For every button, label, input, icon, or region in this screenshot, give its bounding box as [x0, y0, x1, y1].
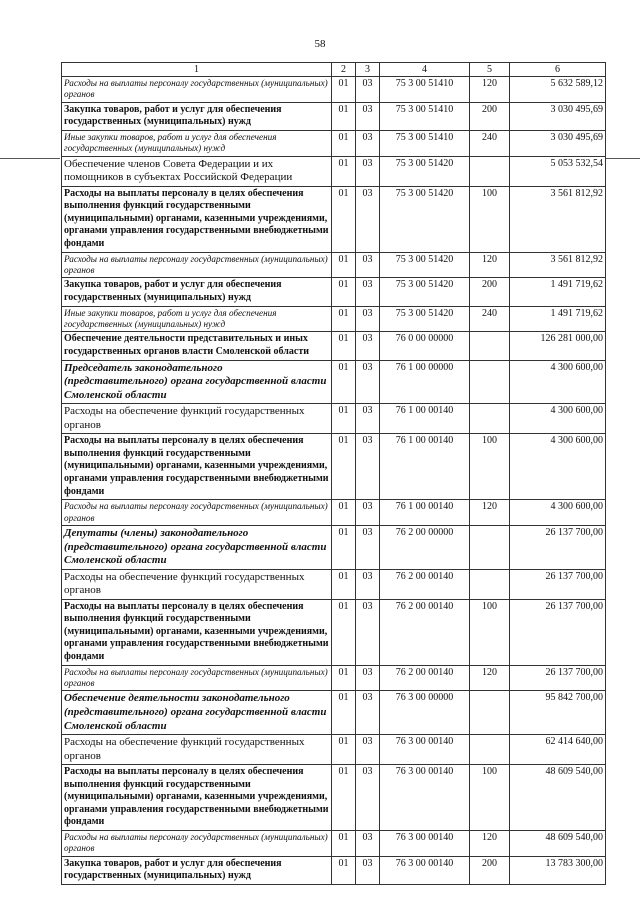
expense-type-cell [470, 404, 510, 434]
table-row [62, 764, 606, 830]
subsection-code-cell: 03 [356, 131, 380, 157]
amount-cell: 5 632 589,12 [510, 77, 606, 103]
table-row [62, 856, 606, 884]
section-code-cell: 01 [332, 665, 356, 691]
target-article-cell: 76 3 00 00140 [380, 764, 470, 830]
section-code-cell: 01 [332, 332, 356, 360]
subsection-code-cell: 03 [356, 332, 380, 360]
subsection-code-cell: 03 [356, 434, 380, 500]
expense-name-cell: Обеспечение членов Совета Федерации и их помощников в субъектах Российской Федерации [62, 156, 332, 186]
subsection-code-cell: 03 [356, 156, 380, 186]
header-cell-4: 4 [380, 63, 470, 77]
target-article-cell: 76 3 00 00140 [380, 735, 470, 765]
expense-type-cell: 240 [470, 306, 510, 332]
expense-name-cell: Расходы на обеспечение функций государственных органов [62, 735, 332, 765]
expense-name-cell: Расходы на выплаты персоналу в целях обеспечения выполнения функций государственными (муниципальными) органами, казенными учреждениями, органами управления государственными внебюджетными фондами [62, 599, 332, 665]
subsection-code-cell: 03 [356, 525, 380, 569]
subsection-code-cell: 03 [356, 360, 380, 404]
header-cell-6: 6 [510, 63, 606, 77]
target-article-cell: 75 3 00 51410 [380, 131, 470, 157]
target-article-cell: 76 3 00 00140 [380, 856, 470, 884]
expense-name-cell: Иные закупки товаров, работ и услуг для обеспечения государственных (муниципальных) нужд [62, 306, 332, 332]
section-code-cell: 01 [332, 735, 356, 765]
subsection-code-cell: 03 [356, 102, 380, 130]
amount-cell: 1 491 719,62 [510, 278, 606, 306]
amount-cell: 26 137 700,00 [510, 525, 606, 569]
expense-name-cell: Депутаты (члены) законодательного (представительного) органа государственной власти Смоленской области [62, 525, 332, 569]
target-article-cell: 75 3 00 51410 [380, 102, 470, 130]
table-row [62, 77, 606, 103]
header-row [62, 63, 606, 77]
section-code-cell: 01 [332, 252, 356, 278]
expense-name-cell: Иные закупки товаров, работ и услуг для обеспечения государственных (муниципальных) нужд [62, 131, 332, 157]
subsection-code-cell: 03 [356, 599, 380, 665]
subsection-code-cell: 03 [356, 764, 380, 830]
amount-cell: 4 300 600,00 [510, 404, 606, 434]
subsection-code-cell: 03 [356, 569, 380, 599]
table-row [62, 156, 606, 186]
expense-name-cell: Расходы на выплаты персоналу в целях обеспечения выполнения функций государственными (муниципальными) органами, казенными учреждениями, органами управления государственными внебюджетными фондами [62, 186, 332, 252]
expense-type-cell: 100 [470, 764, 510, 830]
expense-name-cell: Расходы на выплаты персоналу государственных (муниципальных) органов [62, 252, 332, 278]
target-article-cell: 76 1 00 00140 [380, 434, 470, 500]
expense-name-cell: Расходы на выплаты персоналу в целях обеспечения выполнения функций государственными (муниципальными) органами, казенными учреждениями, органами управления государственными внебюджетными фондами [62, 764, 332, 830]
expense-name-cell: Обеспечение деятельности законодательного (представительного) органа государственной власти Смоленской области [62, 691, 332, 735]
table-row [62, 735, 606, 765]
expense-name-cell: Закупка товаров, работ и услуг для обеспечения государственных (муниципальных) нужд [62, 102, 332, 130]
section-code-cell: 01 [332, 599, 356, 665]
amount-cell: 126 281 000,00 [510, 332, 606, 360]
subsection-code-cell: 03 [356, 77, 380, 103]
target-article-cell: 75 3 00 51420 [380, 156, 470, 186]
expense-type-cell: 120 [470, 830, 510, 856]
amount-cell: 4 300 600,00 [510, 500, 606, 526]
expense-type-cell: 100 [470, 186, 510, 252]
table-row [62, 569, 606, 599]
section-code-cell: 01 [332, 131, 356, 157]
subsection-code-cell: 03 [356, 665, 380, 691]
section-code-cell: 01 [332, 764, 356, 830]
section-code-cell: 01 [332, 691, 356, 735]
table-row [62, 599, 606, 665]
section-code-cell: 01 [332, 434, 356, 500]
header-cell-3: 3 [356, 63, 380, 77]
table-row [62, 332, 606, 360]
expense-name-cell: Закупка товаров, работ и услуг для обеспечения государственных (муниципальных) нужд [62, 278, 332, 306]
amount-cell: 13 783 300,00 [510, 856, 606, 884]
expense-type-cell: 200 [470, 856, 510, 884]
expense-type-cell [470, 735, 510, 765]
target-article-cell: 76 0 00 00000 [380, 332, 470, 360]
table-row [62, 691, 606, 735]
header-cell-1: 1 [62, 63, 332, 77]
amount-cell: 26 137 700,00 [510, 569, 606, 599]
subsection-code-cell: 03 [356, 404, 380, 434]
budget-table [61, 62, 606, 885]
amount-cell: 48 609 540,00 [510, 830, 606, 856]
target-article-cell: 76 2 00 00140 [380, 665, 470, 691]
table-row [62, 525, 606, 569]
expense-name-cell: Расходы на выплаты персоналу государственных (муниципальных) органов [62, 500, 332, 526]
target-article-cell: 76 2 00 00140 [380, 599, 470, 665]
section-code-cell: 01 [332, 278, 356, 306]
margin-line-right [606, 158, 640, 159]
target-article-cell: 76 3 00 00140 [380, 830, 470, 856]
page-number: 58 [314, 38, 326, 50]
target-article-cell: 76 1 00 00000 [380, 360, 470, 404]
subsection-code-cell: 03 [356, 186, 380, 252]
header-cell-5: 5 [470, 63, 510, 77]
amount-cell: 5 053 532,54 [510, 156, 606, 186]
amount-cell: 4 300 600,00 [510, 360, 606, 404]
section-code-cell: 01 [332, 856, 356, 884]
expense-type-cell [470, 332, 510, 360]
section-code-cell: 01 [332, 77, 356, 103]
expense-type-cell [470, 569, 510, 599]
expense-type-cell: 120 [470, 252, 510, 278]
amount-cell: 3 561 812,92 [510, 186, 606, 252]
table-row [62, 434, 606, 500]
expense-type-cell: 240 [470, 131, 510, 157]
target-article-cell: 75 3 00 51420 [380, 306, 470, 332]
table-row [62, 252, 606, 278]
expense-type-cell: 120 [470, 500, 510, 526]
table-body [62, 77, 606, 885]
expense-type-cell: 120 [470, 77, 510, 103]
expense-type-cell: 200 [470, 278, 510, 306]
subsection-code-cell: 03 [356, 856, 380, 884]
target-article-cell: 75 3 00 51410 [380, 77, 470, 103]
target-article-cell: 75 3 00 51420 [380, 252, 470, 278]
subsection-code-cell: 03 [356, 691, 380, 735]
expense-type-cell: 100 [470, 434, 510, 500]
section-code-cell: 01 [332, 156, 356, 186]
margin-line-left [0, 158, 60, 159]
amount-cell: 26 137 700,00 [510, 665, 606, 691]
table-row [62, 186, 606, 252]
section-code-cell: 01 [332, 306, 356, 332]
amount-cell: 3 561 812,92 [510, 252, 606, 278]
expense-name-cell: Закупка товаров, работ и услуг для обеспечения государственных (муниципальных) нужд [62, 856, 332, 884]
expense-name-cell: Расходы на выплаты персоналу в целях обеспечения выполнения функций государственными (муниципальными) органами, казенными учреждениями, органами управления государственными внебюджетными фондами [62, 434, 332, 500]
section-code-cell: 01 [332, 569, 356, 599]
expense-name-cell: Расходы на выплаты персоналу государственных (муниципальных) органов [62, 77, 332, 103]
expense-name-cell: Расходы на обеспечение функций государственных органов [62, 404, 332, 434]
table-header [62, 63, 606, 77]
section-code-cell: 01 [332, 102, 356, 130]
table-row [62, 360, 606, 404]
table-row [62, 131, 606, 157]
table-row [62, 306, 606, 332]
target-article-cell: 76 1 00 00140 [380, 500, 470, 526]
expense-type-cell: 100 [470, 599, 510, 665]
expense-name-cell: Расходы на обеспечение функций государственных органов [62, 569, 332, 599]
expense-type-cell [470, 360, 510, 404]
target-article-cell: 75 3 00 51420 [380, 186, 470, 252]
expense-name-cell: Расходы на выплаты персоналу государственных (муниципальных) органов [62, 665, 332, 691]
subsection-code-cell: 03 [356, 830, 380, 856]
target-article-cell: 76 2 00 00000 [380, 525, 470, 569]
subsection-code-cell: 03 [356, 735, 380, 765]
section-code-cell: 01 [332, 830, 356, 856]
expense-name-cell: Обеспечение деятельности представительных и иных государственных органов власти Смоленской области [62, 332, 332, 360]
table-row [62, 404, 606, 434]
expense-name-cell: Председатель законодательного (представительного) органа государственной власти Смоленской области [62, 360, 332, 404]
expense-type-cell [470, 156, 510, 186]
expense-name-cell: Расходы на выплаты персоналу государственных (муниципальных) органов [62, 830, 332, 856]
target-article-cell: 76 1 00 00140 [380, 404, 470, 434]
table-row [62, 830, 606, 856]
subsection-code-cell: 03 [356, 306, 380, 332]
amount-cell: 4 300 600,00 [510, 434, 606, 500]
amount-cell: 3 030 495,69 [510, 131, 606, 157]
table-row [62, 500, 606, 526]
section-code-cell: 01 [332, 404, 356, 434]
section-code-cell: 01 [332, 360, 356, 404]
amount-cell: 48 609 540,00 [510, 764, 606, 830]
amount-cell: 62 414 640,00 [510, 735, 606, 765]
section-code-cell: 01 [332, 525, 356, 569]
target-article-cell: 75 3 00 51420 [380, 278, 470, 306]
expense-type-cell: 120 [470, 665, 510, 691]
amount-cell: 95 842 700,00 [510, 691, 606, 735]
section-code-cell: 01 [332, 500, 356, 526]
table-row [62, 665, 606, 691]
header-cell-2: 2 [332, 63, 356, 77]
subsection-code-cell: 03 [356, 252, 380, 278]
expense-type-cell: 200 [470, 102, 510, 130]
subsection-code-cell: 03 [356, 500, 380, 526]
target-article-cell: 76 2 00 00140 [380, 569, 470, 599]
expense-type-cell [470, 691, 510, 735]
expense-type-cell [470, 525, 510, 569]
amount-cell: 26 137 700,00 [510, 599, 606, 665]
subsection-code-cell: 03 [356, 278, 380, 306]
target-article-cell: 76 3 00 00000 [380, 691, 470, 735]
amount-cell: 3 030 495,69 [510, 102, 606, 130]
table-row [62, 102, 606, 130]
section-code-cell: 01 [332, 186, 356, 252]
table-row [62, 278, 606, 306]
amount-cell: 1 491 719,62 [510, 306, 606, 332]
